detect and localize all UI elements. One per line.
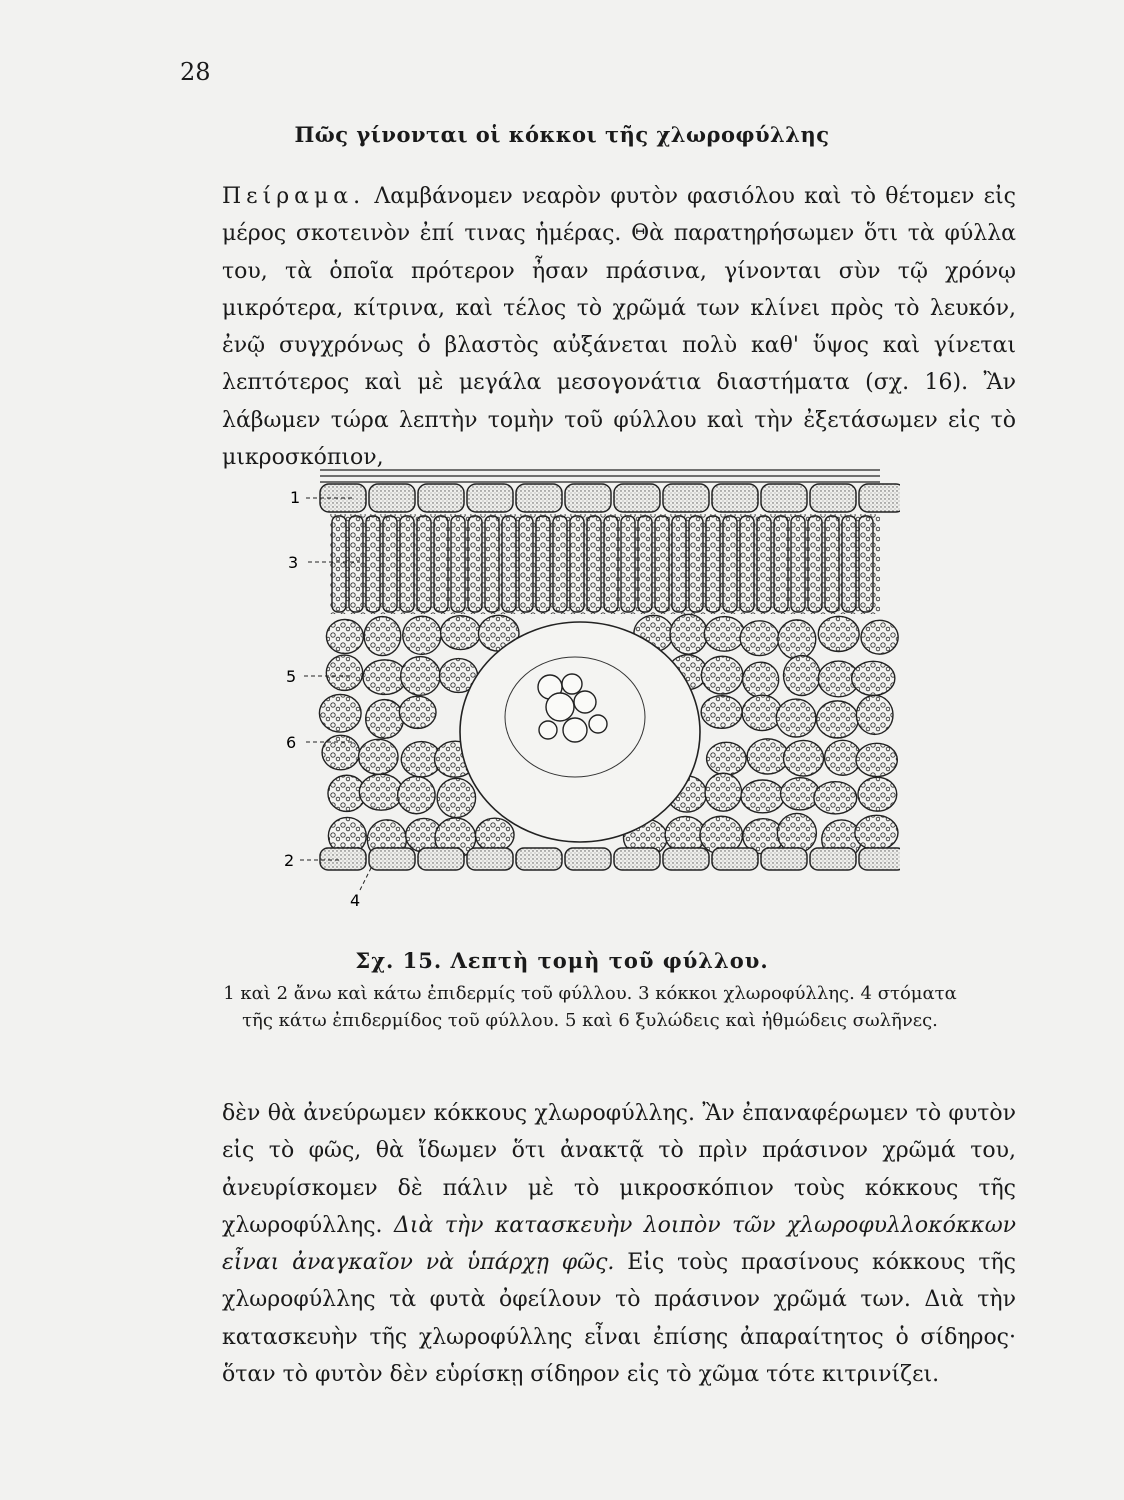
mesophyll-cell	[741, 780, 784, 813]
mesophyll-cell	[359, 774, 403, 810]
mesophyll-cell	[707, 742, 747, 775]
mesophyll-cell	[776, 699, 816, 737]
mesophyll-cell	[399, 696, 436, 728]
mesophyll-cell	[701, 696, 742, 729]
mesophyll-cell	[743, 662, 779, 697]
mesophyll-cell	[856, 695, 893, 734]
lower-epidermis	[320, 848, 900, 870]
mesophyll-cell	[364, 617, 401, 656]
mesophyll-cell	[401, 657, 441, 696]
upper-epidermis	[320, 484, 900, 512]
mesophyll-cell	[778, 620, 816, 659]
mesophyll-cell	[705, 773, 741, 811]
xylem-vessel	[539, 721, 557, 739]
mesophyll-cell	[701, 656, 742, 694]
experiment-text: Λαμβάνομεν νεαρὸν φυτὸν φασιόλου καὶ τὸ θέτομεν εἰς μέρος σκοτεινὸν ἐπί τινας ἡμέρας. Θὰ παρατηρήσωμεν ὅτι τὰ φύλλα του, τὰ ὁποῖα πρότερον ἦσαν πράσινα, γίνονται σὺν τῷ χρόνῳ μικρότερα, κίτρινα, καὶ τέλος τὸ χρῶμά των κλίνει πρὸς τὸ λευκόν, ἐνῷ συγχρόνως ὁ βλαστὸς αὐξάνεται πολὺ καθ' ὕψος καὶ γίνεται λεπτότερος καὶ μὲ μεγάλα μεσογονάτια διαστήματα (σχ. 16). Ἂν λάβωμεν τώρα λεπτὴν τομὴν τοῦ φύλλου καὶ τὴν ἐξετάσωμεν εἰς τὸ μικροσκόπιον,	[222, 184, 1016, 471]
mesophyll-cell	[398, 776, 435, 813]
epidermis-cell	[516, 848, 562, 870]
epidermis-cell	[859, 848, 900, 870]
epidermis-cell	[663, 484, 709, 512]
xylem-vessel	[546, 693, 574, 721]
epidermis-cell	[761, 848, 807, 870]
mesophyll-cell	[861, 620, 898, 654]
epidermis-cell	[369, 484, 415, 512]
mesophyll-cell	[747, 739, 788, 774]
epidermis-cell	[516, 484, 562, 512]
mesophyll-cell	[441, 616, 481, 650]
mesophyll-cell	[326, 655, 362, 690]
paragraph-conclusion	[222, 1095, 1016, 1393]
mesophyll-cell	[777, 813, 816, 852]
xylem-vessel	[563, 718, 587, 742]
mesophyll-cell	[855, 815, 898, 850]
mesophyll-cell	[475, 818, 514, 851]
mesophyll-cell	[319, 694, 361, 732]
figure-label-2: 2	[284, 851, 295, 870]
xylem-vessel	[574, 691, 596, 713]
mesophyll-cell	[740, 621, 779, 656]
leaf-cross-section-figure	[280, 462, 900, 922]
xylem-vessel	[589, 715, 607, 733]
figure-label-6: 6	[286, 733, 297, 752]
mesophyll-cell	[366, 700, 404, 739]
figure-caption-title: Σχ. 15. Λεπτὴ τομὴ τοῦ φύλλου.	[355, 948, 769, 973]
page-number: 28	[180, 58, 211, 86]
vascular-bundle	[460, 622, 700, 842]
epidermis-cell	[810, 484, 856, 512]
conclusion-italic: Διὰ τὴν κατασκευὴν λοιπὸν τῶν χλωροφυλλοκόκκων εἶναι ἀναγκαῖον νὰ ὑπάρχῃ φῶς.	[222, 1212, 1017, 1276]
mesophyll-cell	[818, 616, 859, 651]
epidermis-cell	[761, 484, 807, 512]
mesophyll-cell	[814, 782, 857, 814]
mesophyll-cell	[858, 777, 897, 811]
mesophyll-cell	[322, 735, 359, 769]
figure-label-3: 3	[288, 553, 299, 572]
epidermis-cell	[614, 484, 660, 512]
epidermis-cell	[712, 848, 758, 870]
mesophyll-cell	[856, 743, 897, 776]
mesophyll-cell	[670, 614, 707, 654]
mesophyll-cell	[852, 661, 895, 695]
conclusion-text-1: δὲν θὰ ἀνεύρωμεν κόκκους χλωροφύλλης. Ἂν ἐπαναφέρωμεν τὸ φυτὸν εἰς τὸ φῶς, θὰ ἴδωμεν ὅτι ἀνακτᾷ τὸ πρὶν πράσινον χρῶμά του, ἀνευρίσκομεν δὲ πάλιν μὲ τὸ μικροσκόπιον τοὺς κόκκους τῆς χλωροφύλλης.	[222, 1101, 1016, 1238]
cuticle-lines	[320, 470, 880, 482]
mesophyll-cell	[403, 616, 441, 654]
conclusion-text-2: Εἰς τοὺς πρασίνους κόκκους τῆς χλωροφύλλης τὰ φυτὰ ὀφείλουν τὸ πράσινον χρῶμά των. Διὰ τὴν κατασκευὴν τῆς χλωροφύλλης εἶναι ἐπίσης ἀπαραίτητος ὁ σίδηρος· ὅταν τὸ φυτὸν δὲν εὑρίσκῃ σίδηρον εἰς τὸ χῶμα τότε κιτρινίζει.	[222, 1250, 1016, 1388]
epidermis-cell	[418, 484, 464, 512]
mesophyll-cell	[780, 778, 819, 810]
mesophyll-cell	[359, 739, 399, 774]
paragraph-experiment	[222, 178, 1016, 476]
mesophyll-cell	[704, 617, 744, 652]
figure-label-4: 4	[350, 891, 361, 910]
xylem-vessel	[562, 674, 582, 694]
figure-label-1: 1	[290, 488, 301, 507]
epidermis-cell	[467, 484, 513, 512]
figure-caption-text: 1 καὶ 2 ἄνω καὶ κάτω ἐπιδερμίς τοῦ φύλλου. 3 κόκκοι χλωροφύλλης. 4 στόματα τῆς κάτω ἐπιδερμίδος τοῦ φύλλου. 5 καὶ 6 ξυλώδεις καὶ ἠθμώδεις σωλῆνες.	[223, 983, 957, 1031]
mesophyll-cell	[742, 695, 782, 730]
epidermis-cell	[712, 484, 758, 512]
mesophyll-cell	[437, 778, 475, 817]
epidermis-cell	[565, 848, 611, 870]
epidermis-cell	[859, 484, 900, 512]
mesophyll-cell	[326, 620, 363, 654]
mesophyll-cell	[783, 740, 823, 776]
epidermis-cell	[810, 848, 856, 870]
epidermis-cell	[614, 848, 660, 870]
mesophyll-cell	[783, 656, 820, 696]
epidermis-cell	[663, 848, 709, 870]
epidermis-cell	[565, 484, 611, 512]
epidermis-cell	[418, 848, 464, 870]
section-heading: Πῶς γίνονται οἱ κόκκοι τῆς χλωροφύλλης	[294, 122, 830, 147]
epidermis-cell	[320, 848, 366, 870]
epidermis-cell	[467, 848, 513, 870]
palisade-layer	[330, 514, 880, 614]
figure-label-5: 5	[286, 667, 297, 686]
experiment-lead: Πείραμα.	[222, 184, 366, 209]
mesophyll-cell	[817, 701, 859, 738]
epidermis-cell	[369, 848, 415, 870]
